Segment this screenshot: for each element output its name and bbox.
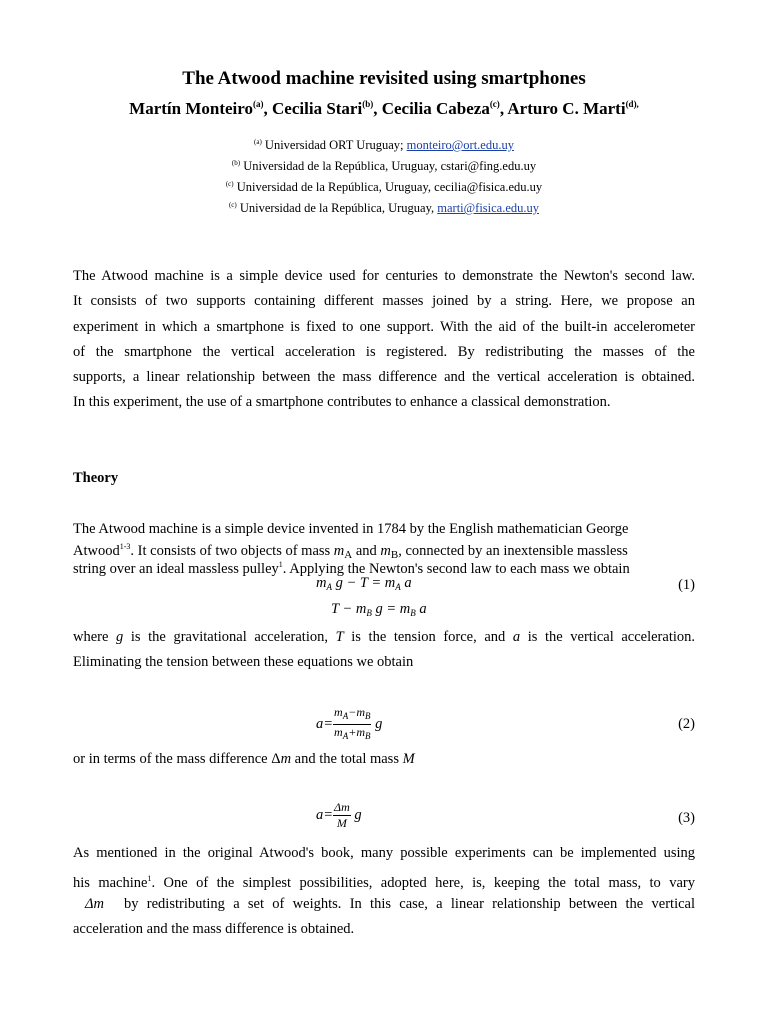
- abstract-line: supports, a linear relationship between the mass difference and the vertical acceleration is obtained.: [73, 369, 695, 386]
- closing-paragraph: [73, 841, 695, 942]
- text-span: his machine: [73, 875, 148, 892]
- email-link[interactable]: marti@fisica.edu.uy: [437, 201, 540, 215]
- author-name: Cecilia Cabeza: [381, 99, 490, 118]
- author-list: [0, 99, 768, 119]
- equation-3: [316, 800, 362, 831]
- equation-lhs: a=: [316, 715, 334, 732]
- text-span: string over an ideal massless pulley: [73, 561, 279, 577]
- author-name: Cecilia Stari: [272, 99, 363, 118]
- equation-1-line-1: $m_A$ $g - T = m_A$ a: [316, 575, 412, 592]
- fraction: $\frac{m_A-m_B}{m_A+m_B}$: [334, 705, 371, 741]
- text-line: acceleration and the mass difference is obtained.: [73, 920, 355, 937]
- text-line: [73, 892, 695, 917]
- citation-ref: 1: [147, 874, 152, 884]
- affiliation: [0, 138, 768, 153]
- subscript: A: [344, 549, 353, 561]
- affiliation-mark: (c): [225, 180, 234, 188]
- text-line: [73, 866, 695, 891]
- equation-2: [316, 705, 382, 744]
- text-span: is the vertical acceleration.: [520, 629, 695, 645]
- text-span: and: [352, 543, 381, 559]
- fraction: [333, 800, 351, 831]
- text-span: where: [73, 629, 117, 645]
- variable-M: M: [402, 751, 415, 767]
- text-line: [73, 538, 695, 561]
- author-separator: ,: [263, 99, 273, 118]
- author-separator: ,: [499, 99, 508, 118]
- fraction-numerator: Δm: [334, 800, 350, 814]
- text-line: [73, 751, 695, 768]
- variable-dm: Δm: [85, 895, 104, 912]
- equation-number: (2): [678, 716, 695, 732]
- equation-1-line-2: $T - m_B$ $g = m_B$ a: [331, 601, 427, 618]
- affiliation-text: Universidad de la República, Uruguay,: [236, 201, 438, 215]
- affiliation-text: Universidad de la República, Uruguay,: [233, 180, 435, 194]
- abstract-line: of the smartphone the vertical acceleration is registered. By redistributing the masses of the: [73, 343, 695, 360]
- text-span: or in terms of the mass difference Δ: [73, 751, 281, 767]
- email-text: cstari@fing.edu.uy: [440, 159, 537, 173]
- abstract-line: The Atwood machine is a simple device used for centuries to demonstrate the Newton's second law.: [73, 268, 695, 284]
- email-link[interactable]: monteiro@ort.edu.uy: [406, 138, 514, 152]
- equation-lhs: a=: [316, 806, 334, 823]
- text-line: As mentioned in the original Atwood's book, many possible experiments can be implemented using: [73, 845, 695, 861]
- affiliation: [0, 159, 768, 174]
- paper-title: The Atwood machine revisited using smartphones: [182, 68, 586, 89]
- equation-rhs: g: [375, 715, 383, 732]
- variable-mB: m: [380, 543, 391, 559]
- text-line: The Atwood machine is a simple device invented in 1784 by the English mathematician George: [73, 521, 629, 537]
- text-span: is the tension force, and: [343, 629, 513, 645]
- author-mark: (b): [362, 99, 374, 109]
- text-span: and the total mass: [291, 751, 403, 767]
- text-span: is the gravitational acceleration,: [123, 629, 336, 645]
- abstract-line: It consists of two supports containing different masses joined by a string. Here, we propose an: [73, 293, 695, 310]
- text-line: Eliminating the tension between these equations we obtain: [73, 654, 414, 671]
- equation-number: (3): [678, 810, 695, 826]
- author-mark: (c): [489, 99, 500, 109]
- citation-ref: 1-3: [119, 542, 131, 551]
- email-text: cecilia@fisica.edu.uy: [434, 180, 543, 194]
- text-span: by redistributing a set of weights. In this case, a linear relationship between the vertical: [123, 895, 695, 912]
- affiliation: [0, 201, 768, 216]
- subscript: B: [390, 549, 399, 561]
- variable-g: g: [116, 629, 124, 645]
- variable-mA: m: [333, 543, 345, 559]
- affiliation-text: Universidad de la República, Uruguay,: [240, 159, 441, 173]
- variable-T: T: [335, 629, 344, 645]
- text-span: . It consists of two objects of mass: [130, 543, 334, 559]
- text-span: Atwood: [73, 543, 120, 559]
- affiliation: [0, 180, 768, 195]
- affiliation-mark: (c): [228, 201, 237, 209]
- variable-m: m: [280, 751, 292, 767]
- variable-a: a: [512, 629, 521, 645]
- author-mark: (d),: [625, 99, 639, 109]
- text-line: [73, 556, 695, 577]
- affiliation-mark: (a): [254, 138, 262, 146]
- abstract-paragraph: [73, 264, 695, 416]
- author-mark: (a): [253, 99, 264, 109]
- text-span: . One of the simplest possibilities, adopted here, is, keeping the total mass, to vary: [151, 875, 695, 892]
- author-name: Martín Monteiro: [129, 99, 254, 118]
- fraction-denominator: M: [336, 816, 347, 830]
- section-heading: Theory: [73, 470, 119, 486]
- abstract-line: experiment in which a smartphone is fixed to one support. With the aid of the built-in accelerometer: [73, 318, 695, 335]
- after-eq1-paragraph: [73, 625, 695, 676]
- affiliation-text: Universidad ORT Uruguay;: [261, 138, 407, 152]
- theory-intro: [73, 520, 695, 577]
- text-span: , connected by an inextensible massless: [398, 543, 628, 559]
- equation-rhs: g: [354, 806, 362, 823]
- equation-number: (1): [678, 577, 695, 593]
- author-separator: ,: [373, 99, 382, 118]
- author-name: Arturo C. Marti: [507, 99, 626, 118]
- citation-ref: 1: [278, 560, 283, 569]
- text-line: [73, 625, 695, 650]
- abstract-line: In this experiment, the use of a smartphone contributes to enhance a classical demonstration.: [73, 394, 611, 411]
- affiliation-mark: (b): [231, 159, 241, 167]
- text-span: . Applying the Newton's second law to each mass we obtain: [282, 561, 630, 577]
